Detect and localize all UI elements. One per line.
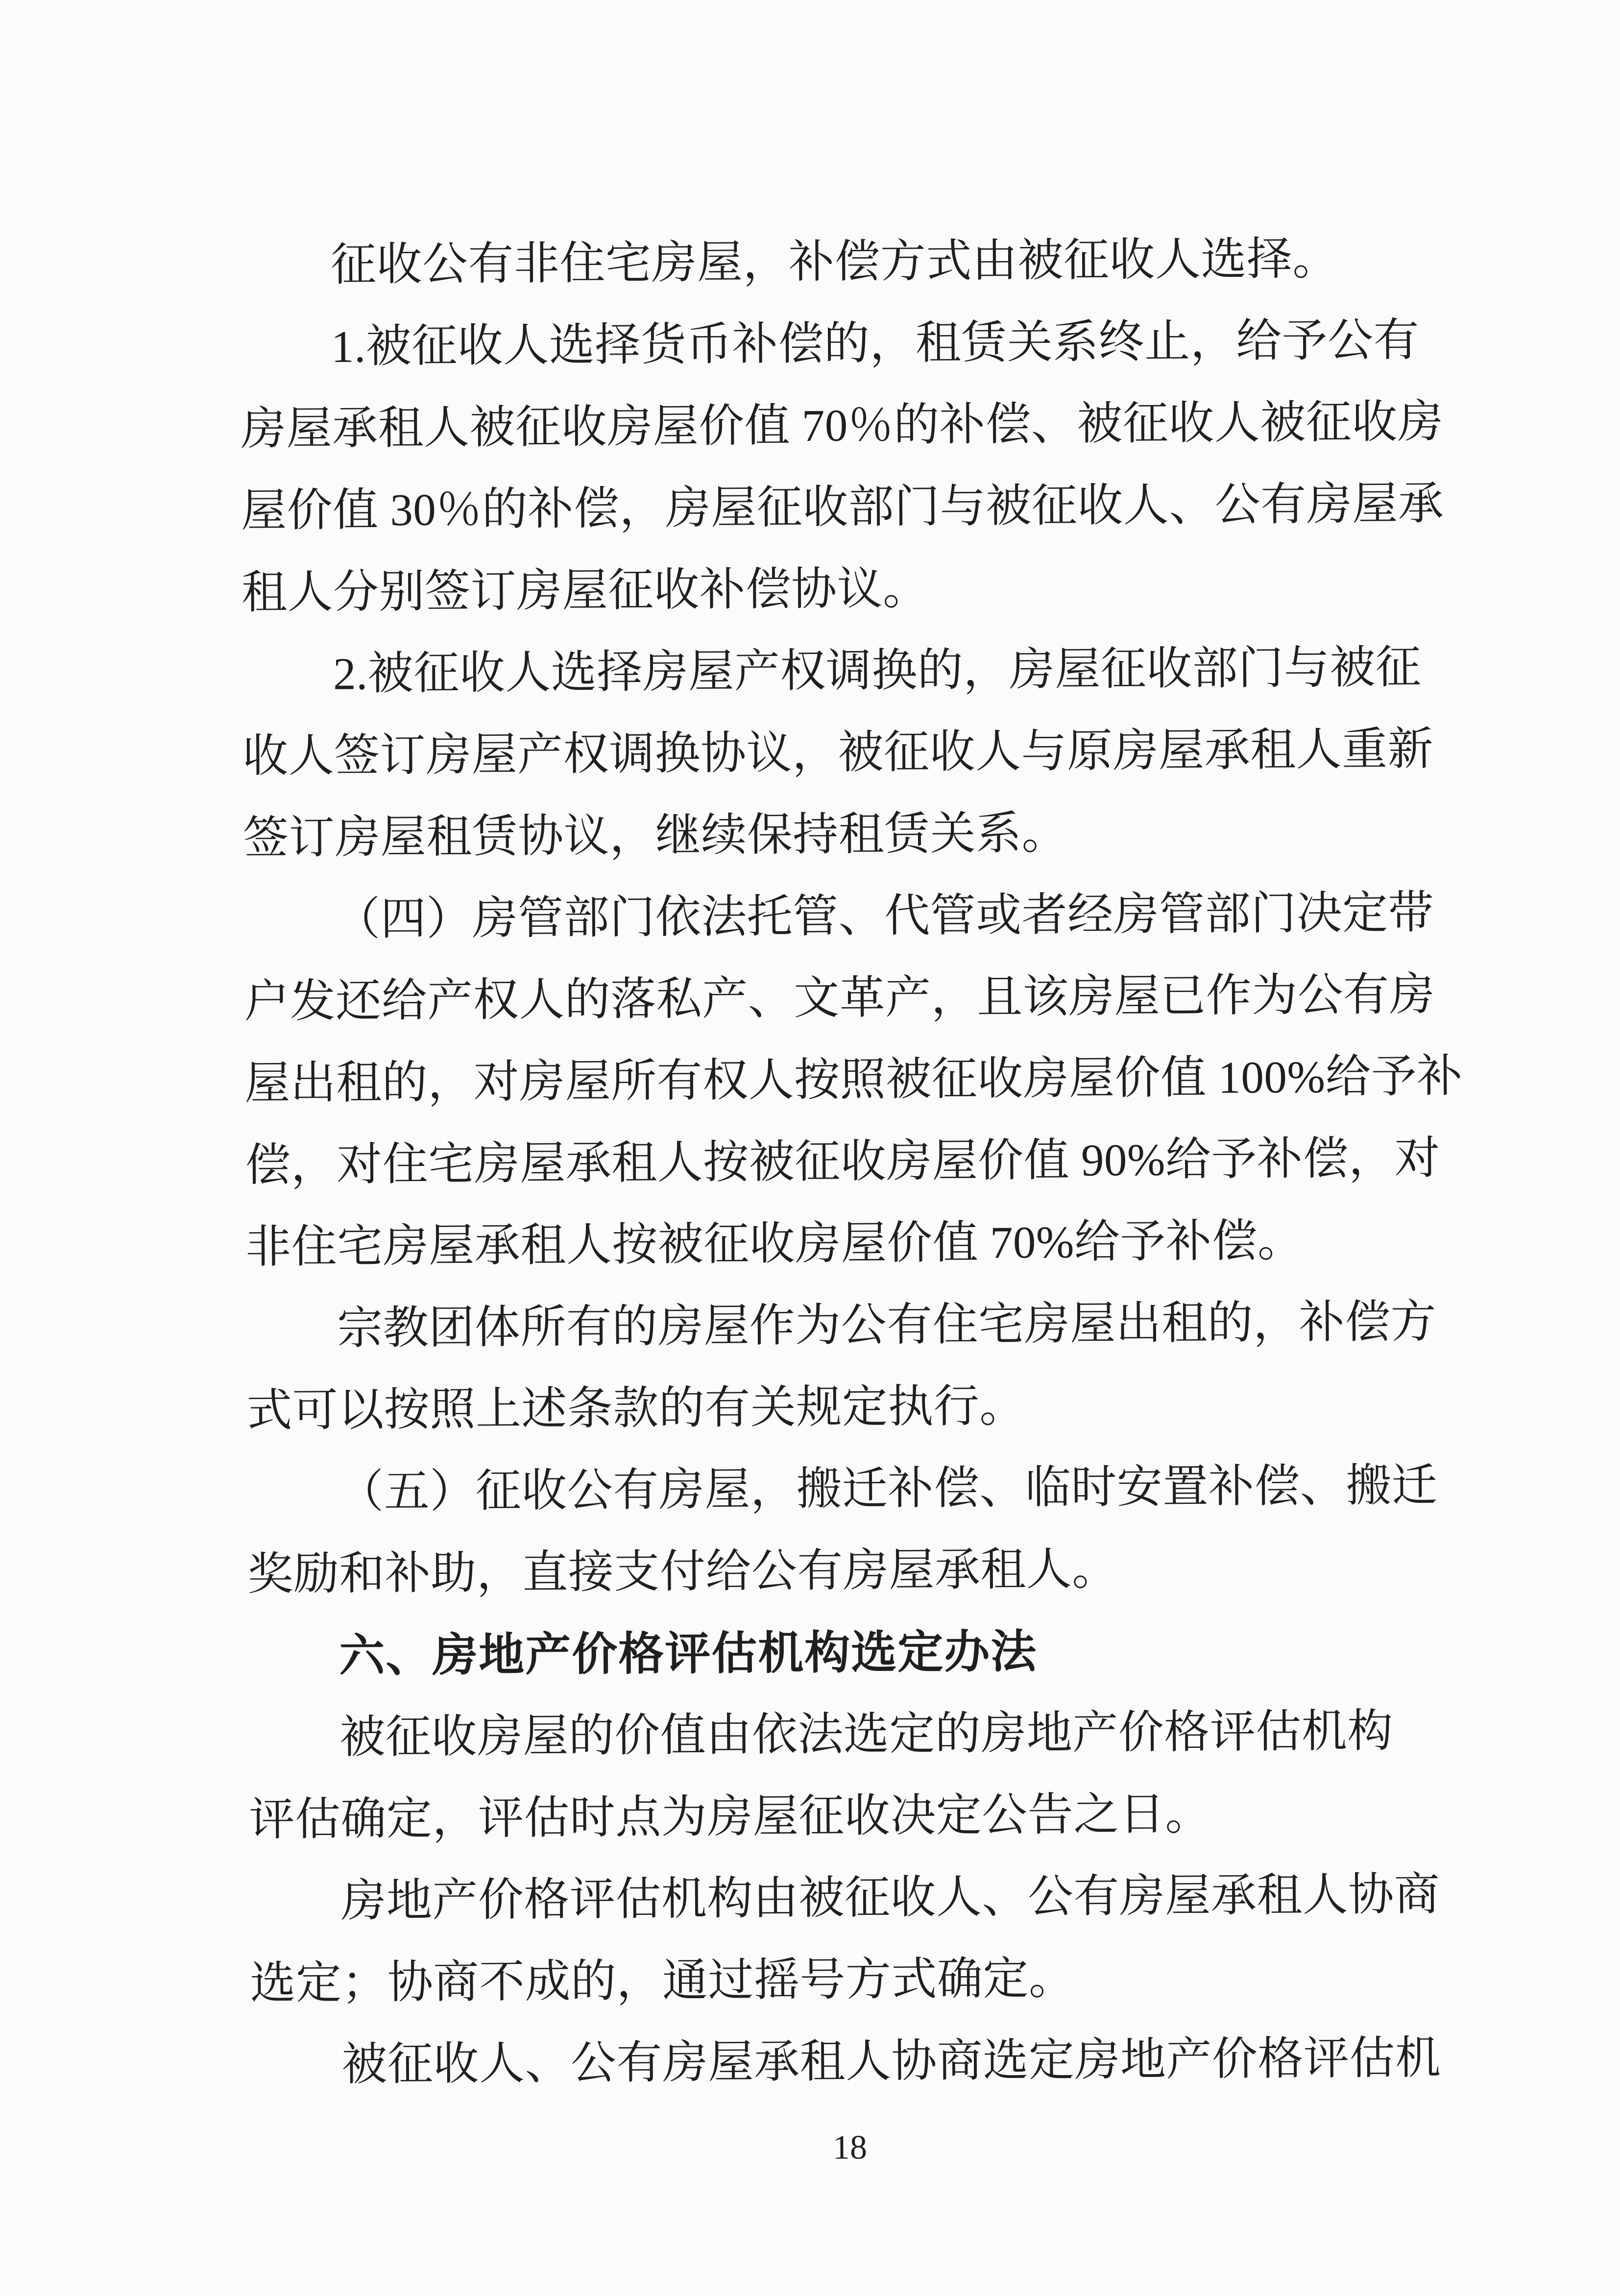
- text-line: 屋价值 30％的补偿，房屋征收部门与被征收人、公有房屋承: [241, 479, 1444, 537]
- text-line: 征收公有非住宅房屋，补偿方式由被征收人选择。: [330, 234, 1339, 290]
- text-line: 式可以按照上述条款的有关规定执行。: [246, 1381, 1026, 1437]
- text-line: 被征收人、公有房屋承租人协商选定房地产价格评估机: [341, 2033, 1441, 2090]
- page-number: 18: [832, 2128, 868, 2167]
- text-line: 偿，对住宅房屋承租人按被征收房屋价值 90%给予补偿，对: [244, 1133, 1441, 1191]
- text-line: 非住宅房屋承租人按被征收房屋价值 70%给予补偿。: [245, 1215, 1304, 1273]
- text-line: 收人签订房屋产权调换协议，被征收人与原房屋承租人重新: [242, 724, 1434, 782]
- section-heading: 六、房地产价格评估机构选定办法: [339, 1626, 1038, 1681]
- text-line: 被征收房屋的价值由依法选定的房地产价格评估机构: [339, 1706, 1394, 1763]
- text-block: [239, 218, 1463, 2106]
- text-line: 签订房屋租赁协议，继续保持租赁关系。: [242, 808, 1068, 864]
- text-line: 评估确定，评估时点为房屋征收决定公告之日。: [249, 1789, 1211, 1846]
- text-line: 租人分别签订房屋征收补偿协议。: [241, 563, 929, 619]
- text-line: （五）征收公有房屋，搬迁补偿、临时安置补偿、搬迁: [338, 1460, 1438, 1518]
- text-line: 宗教团体所有的房屋作为公有住宅房屋出租的，补偿方: [337, 1297, 1437, 1354]
- text-line: 房屋承租人被征收房屋价值 70％的补偿、被征收人被征收房: [240, 397, 1444, 455]
- text-line: 奖励和补助，直接支付给公有房屋承租人。: [247, 1544, 1118, 1600]
- text-line: 选定；协商不成的，通过摇号方式确定。: [250, 1953, 1075, 2009]
- text-line: 房地产价格评估机构由被征收人、公有房屋承租人协商: [340, 1869, 1440, 1927]
- text-line: 户发还给产权人的落私产、文革产，且该房屋已作为公有房: [243, 969, 1435, 1028]
- text-line: （四）房管部门依法托管、代管或者经房管部门决定带: [334, 888, 1434, 945]
- text-line: 2.被征收人选择房屋产权调换的，房屋征收部门与被征: [333, 642, 1422, 700]
- text-line: 屋出租的，对房屋所有权人按照被征收房屋价值 100%给予补: [244, 1051, 1463, 1110]
- text-line: 1.被征收人选择货币补偿的，租赁关系终止，给予公有: [331, 315, 1420, 372]
